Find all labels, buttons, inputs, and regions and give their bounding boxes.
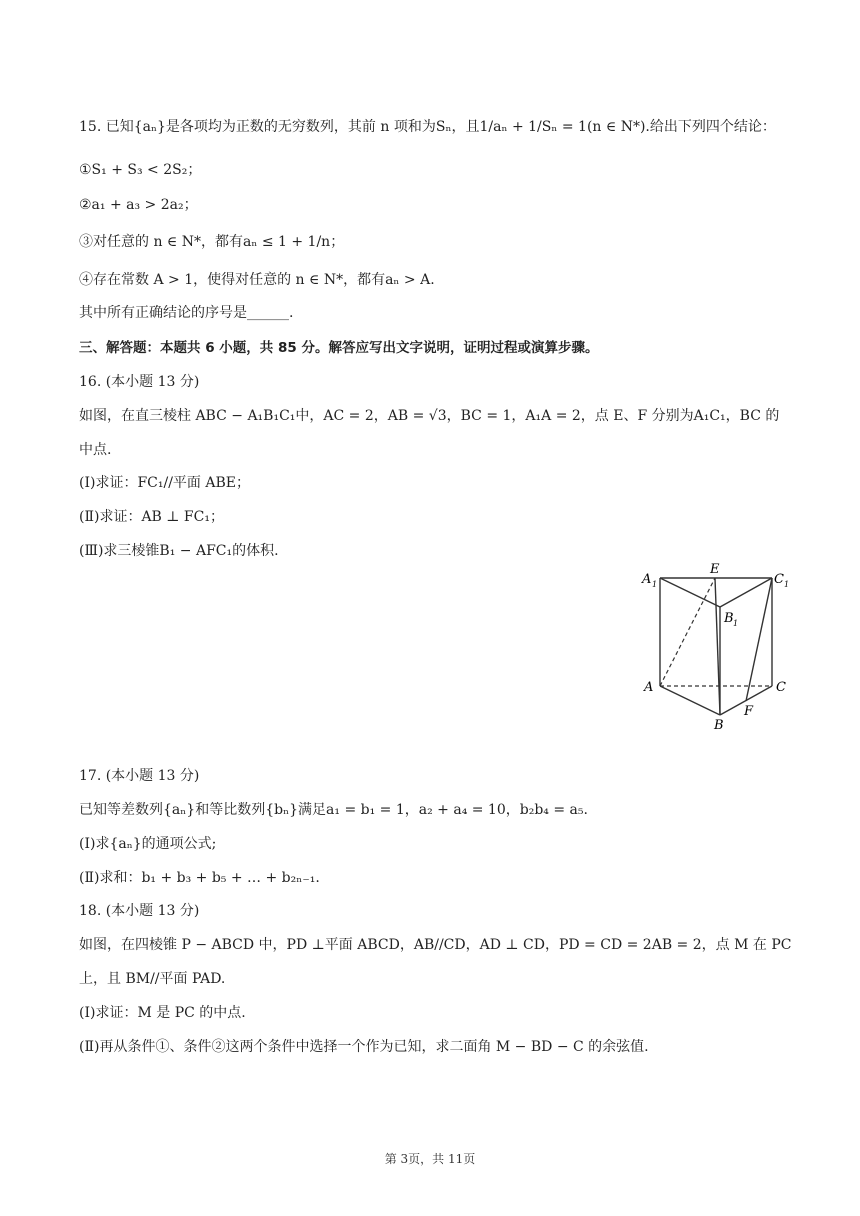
q15-stem: 15. 已知{aₙ}是各项均为正数的无穷数列，其前 n 项和为Sₙ，且1/aₙ + 1/Sₙ = 1(n ∈ N*).给出下列四个结论： bbox=[79, 119, 776, 135]
label-B1-sub: 1 bbox=[733, 619, 739, 628]
q16-part-1: (Ⅰ)求证：FC₁//平面 ABE； bbox=[79, 475, 250, 491]
q15-ask: 其中所有正确结论的序号是______. bbox=[79, 305, 294, 321]
label-E: E bbox=[710, 562, 720, 577]
label-C: C bbox=[776, 680, 786, 695]
q15-item-1: ①S₁ + S₃ < 2S₂； bbox=[79, 162, 202, 178]
label-F: F bbox=[744, 704, 754, 719]
page-footer: 第 3页，共 11页 bbox=[384, 1152, 476, 1166]
label-A1: A bbox=[642, 572, 652, 587]
label-A: A bbox=[644, 680, 654, 695]
q16-part-3: (Ⅲ)求三棱锥B₁ − AFC₁的体积. bbox=[79, 543, 279, 559]
label-C1-sub: 1 bbox=[784, 580, 790, 589]
q18-part-2: (Ⅱ)再从条件①、条件②这两个条件中选择一个作为已知，求二面角 M − BD − C 的余弦值. bbox=[79, 1039, 649, 1055]
q17-stem: 已知等差数列{aₙ}和等比数列{bₙ}满足a₁ = b₁ = 1，a₂ + a₄ = 10，b₂b₄ = a₅. bbox=[79, 802, 588, 818]
q18-part-1: (Ⅰ)求证：M 是 PC 的中点. bbox=[79, 1005, 246, 1021]
section-3-heading: 三、解答题：本题共 6 小题，共 85 分。解答应写出文字说明，证明过程或演算步骤。 bbox=[79, 340, 599, 356]
q16-stem-line2: 中点. bbox=[79, 442, 112, 458]
label-A1-sub: 1 bbox=[652, 580, 658, 589]
label-B1: B bbox=[724, 611, 734, 626]
q18-stem-line1: 如图，在四棱锥 P − ABCD 中，PD ⊥平面 ABCD，AB//CD，AD ⊥ CD，PD = CD = 2AB = 2，点 M 在 PC bbox=[79, 937, 792, 953]
q16-heading: 16. (本小题 13 分) bbox=[79, 374, 200, 390]
prism-figure bbox=[636, 560, 796, 735]
q17-part-2: (Ⅱ)求和：b₁ + b₃ + b₅ + … + b₂ₙ₋₁. bbox=[79, 870, 320, 886]
q15-item-4: ④存在常数 A > 1，使得对任意的 n ∈ N*，都有aₙ > A. bbox=[79, 272, 435, 288]
label-C1: C bbox=[774, 572, 784, 587]
q18-heading: 18. (本小题 13 分) bbox=[79, 903, 200, 919]
q16-part-2: (Ⅱ)求证：AB ⊥ FC₁； bbox=[79, 509, 224, 525]
q15-item-3: ③对任意的 n ∈ N*，都有aₙ ≤ 1 + 1/n； bbox=[79, 234, 345, 250]
q16-stem-line1: 如图，在直三棱柱 ABC − A₁B₁C₁中，AC = 2，AB = √3，BC = 1，A₁A = 2，点 E、F 分别为A₁C₁，BC 的 bbox=[79, 408, 780, 424]
q17-heading: 17. (本小题 13 分) bbox=[79, 768, 200, 784]
q17-part-1: (Ⅰ)求{aₙ}的通项公式; bbox=[79, 836, 217, 852]
label-B: B bbox=[714, 718, 724, 733]
q18-stem-line2: 上，且 BM//平面 PAD. bbox=[79, 971, 226, 987]
q15-item-2: ②a₁ + a₃ > 2a₂； bbox=[79, 197, 198, 213]
